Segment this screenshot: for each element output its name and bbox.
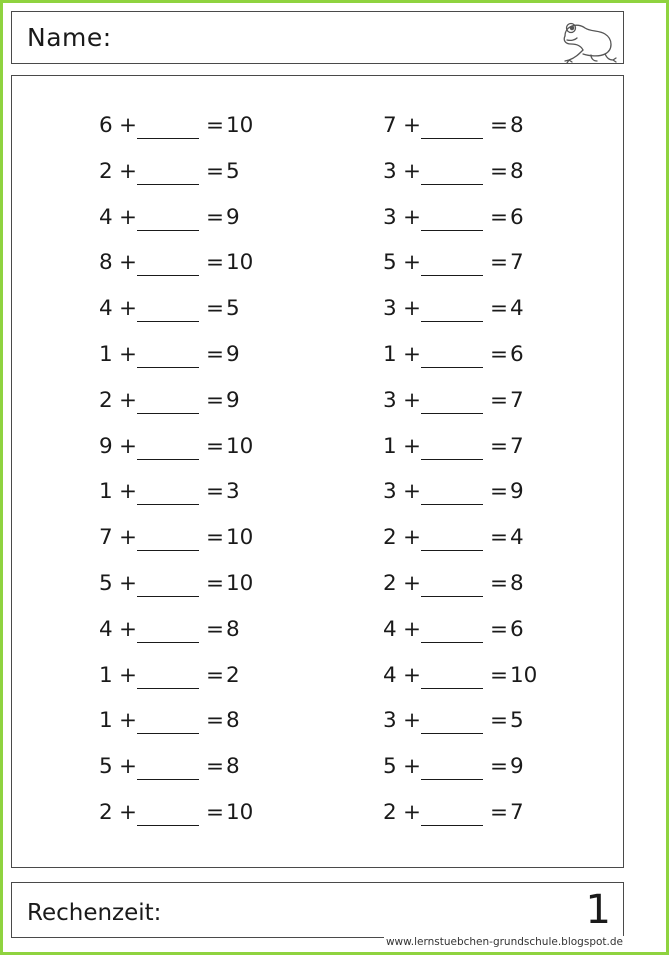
answer-blank[interactable] <box>137 688 199 689</box>
equals-sign: = <box>206 341 225 367</box>
equals-sign: = <box>490 799 509 825</box>
answer-blank[interactable] <box>421 688 483 689</box>
answer-blank[interactable] <box>137 138 199 139</box>
answer-blank[interactable] <box>421 230 483 231</box>
name-box <box>11 11 624 64</box>
equals-sign: = <box>490 158 509 184</box>
equals-sign: = <box>206 158 225 184</box>
plus-sign: + <box>403 433 422 459</box>
answer-blank[interactable] <box>137 596 199 597</box>
equals-sign: = <box>206 570 225 596</box>
answer-blank[interactable] <box>421 550 483 551</box>
addend: 5 <box>383 754 397 780</box>
answer-blank[interactable] <box>137 504 199 505</box>
answer-blank[interactable] <box>421 367 483 368</box>
plus-sign: + <box>403 113 422 138</box>
plus-sign: + <box>403 387 422 413</box>
answer-blank[interactable] <box>421 413 483 414</box>
result: 10 <box>226 250 254 276</box>
plus-sign: + <box>119 387 138 413</box>
answer-blank[interactable] <box>137 550 199 551</box>
frog-icon <box>555 14 617 64</box>
footer-box <box>11 882 624 938</box>
addend: 1 <box>383 341 397 367</box>
equals-sign: = <box>206 479 225 505</box>
equals-sign: = <box>490 204 509 230</box>
result: 8 <box>510 158 524 184</box>
result: 9 <box>510 754 524 780</box>
addend: 2 <box>383 525 397 551</box>
result: 6 <box>510 341 524 367</box>
plus-sign: + <box>119 158 138 184</box>
answer-blank[interactable] <box>421 275 483 276</box>
addend: 2 <box>383 799 397 825</box>
equals-sign: = <box>490 708 509 734</box>
result: 4 <box>510 525 524 551</box>
result: 5 <box>510 708 524 734</box>
plus-sign: + <box>403 479 422 505</box>
plus-sign: + <box>119 799 138 825</box>
equals-sign: = <box>206 113 225 138</box>
addend: 3 <box>383 204 397 230</box>
addend: 2 <box>99 158 113 184</box>
result: 8 <box>226 616 240 642</box>
addend: 6 <box>99 113 113 138</box>
plus-sign: + <box>119 708 138 734</box>
addend: 4 <box>99 296 113 322</box>
addend: 2 <box>99 387 113 413</box>
equals-sign: = <box>206 296 225 322</box>
plus-sign: + <box>119 616 138 642</box>
plus-sign: + <box>119 662 138 688</box>
plus-sign: + <box>403 296 422 322</box>
addend: 5 <box>99 754 113 780</box>
equals-sign: = <box>206 204 225 230</box>
addend: 5 <box>99 570 113 596</box>
plus-sign: + <box>403 754 422 780</box>
equals-sign: = <box>206 708 225 734</box>
answer-blank[interactable] <box>421 459 483 460</box>
result: 10 <box>226 799 254 825</box>
plus-sign: + <box>403 204 422 230</box>
result: 10 <box>226 525 254 551</box>
plus-sign: + <box>403 158 422 184</box>
addend: 2 <box>383 570 397 596</box>
result: 6 <box>510 204 524 230</box>
plus-sign: + <box>119 525 138 551</box>
plus-sign: + <box>119 479 138 505</box>
result: 9 <box>226 387 240 413</box>
equals-sign: = <box>206 387 225 413</box>
equals-sign: = <box>206 799 225 825</box>
result: 5 <box>226 158 240 184</box>
result: 3 <box>226 479 240 505</box>
addend: 3 <box>383 296 397 322</box>
equals-sign: = <box>490 570 509 596</box>
equals-sign: = <box>490 662 509 688</box>
answer-blank[interactable] <box>421 138 483 139</box>
equals-sign: = <box>206 662 225 688</box>
equals-sign: = <box>490 433 509 459</box>
answer-blank[interactable] <box>137 825 199 826</box>
result: 9 <box>226 204 240 230</box>
result: 9 <box>510 479 524 505</box>
answer-blank[interactable] <box>137 275 199 276</box>
result: 9 <box>226 341 240 367</box>
result: 7 <box>510 799 524 825</box>
plus-sign: + <box>403 250 422 276</box>
addend: 1 <box>383 433 397 459</box>
answer-blank[interactable] <box>421 733 483 734</box>
result: 7 <box>510 387 524 413</box>
addend: 1 <box>99 708 113 734</box>
plus-sign: + <box>119 570 138 596</box>
answer-blank[interactable] <box>137 184 199 185</box>
time-label: Rechenzeit: <box>27 900 162 926</box>
result: 6 <box>510 616 524 642</box>
plus-sign: + <box>403 570 422 596</box>
plus-sign: + <box>119 341 138 367</box>
equals-sign: = <box>490 387 509 413</box>
plus-sign: + <box>119 433 138 459</box>
page-number: 1 <box>585 887 611 933</box>
equals-sign: = <box>206 250 225 276</box>
addend: 9 <box>99 433 113 459</box>
addend: 4 <box>99 204 113 230</box>
plus-sign: + <box>403 616 422 642</box>
answer-blank[interactable] <box>137 733 199 734</box>
answer-blank[interactable] <box>421 825 483 826</box>
result: 8 <box>226 708 240 734</box>
equals-sign: = <box>490 525 509 551</box>
equals-sign: = <box>490 296 509 322</box>
addend: 1 <box>99 662 113 688</box>
equals-sign: = <box>490 113 509 138</box>
plus-sign: + <box>119 113 138 138</box>
plus-sign: + <box>119 204 138 230</box>
result: 8 <box>510 113 524 138</box>
answer-blank[interactable] <box>137 779 199 780</box>
answer-blank[interactable] <box>137 321 199 322</box>
exercise-box <box>11 75 624 868</box>
result: 5 <box>226 296 240 322</box>
addend: 4 <box>383 662 397 688</box>
answer-blank[interactable] <box>137 367 199 368</box>
plus-sign: + <box>403 525 422 551</box>
plus-sign: + <box>119 250 138 276</box>
equals-sign: = <box>206 616 225 642</box>
equals-sign: = <box>490 479 509 505</box>
result: 4 <box>510 296 524 322</box>
addend: 8 <box>99 250 113 276</box>
plus-sign: + <box>403 708 422 734</box>
result: 7 <box>510 433 524 459</box>
addend: 1 <box>99 479 113 505</box>
addend: 3 <box>383 708 397 734</box>
addend: 7 <box>383 113 397 138</box>
plus-sign: + <box>403 662 422 688</box>
addend: 3 <box>383 387 397 413</box>
addend: 5 <box>383 250 397 276</box>
result: 10 <box>226 113 254 138</box>
plus-sign: + <box>403 341 422 367</box>
equals-sign: = <box>490 341 509 367</box>
equals-sign: = <box>206 525 225 551</box>
plus-sign: + <box>403 799 422 825</box>
result: 2 <box>226 662 240 688</box>
plus-sign: + <box>119 296 138 322</box>
equals-sign: = <box>206 754 225 780</box>
answer-blank[interactable] <box>137 413 199 414</box>
result: 10 <box>226 570 254 596</box>
addend: 3 <box>383 158 397 184</box>
answer-blank[interactable] <box>137 459 199 460</box>
addend: 4 <box>99 616 113 642</box>
website-credit: www.lernstuebchen-grundschule.blogspot.de <box>385 936 623 948</box>
answer-blank[interactable] <box>421 504 483 505</box>
result: 10 <box>510 662 538 688</box>
equals-sign: = <box>490 754 509 780</box>
addend: 4 <box>383 616 397 642</box>
equals-sign: = <box>206 433 225 459</box>
addend: 7 <box>99 525 113 551</box>
result: 8 <box>510 570 524 596</box>
addend: 1 <box>99 341 113 367</box>
name-label: Name: <box>27 23 112 52</box>
answer-blank[interactable] <box>421 596 483 597</box>
result: 7 <box>510 250 524 276</box>
answer-blank[interactable] <box>421 779 483 780</box>
answer-blank[interactable] <box>421 642 483 643</box>
equals-sign: = <box>490 616 509 642</box>
plus-sign: + <box>119 754 138 780</box>
answer-blank[interactable] <box>137 230 199 231</box>
result: 8 <box>226 754 240 780</box>
equals-sign: = <box>490 250 509 276</box>
answer-blank[interactable] <box>137 642 199 643</box>
answer-blank[interactable] <box>421 321 483 322</box>
addend: 3 <box>383 479 397 505</box>
addend: 2 <box>99 799 113 825</box>
answer-blank[interactable] <box>421 184 483 185</box>
result: 10 <box>226 433 254 459</box>
